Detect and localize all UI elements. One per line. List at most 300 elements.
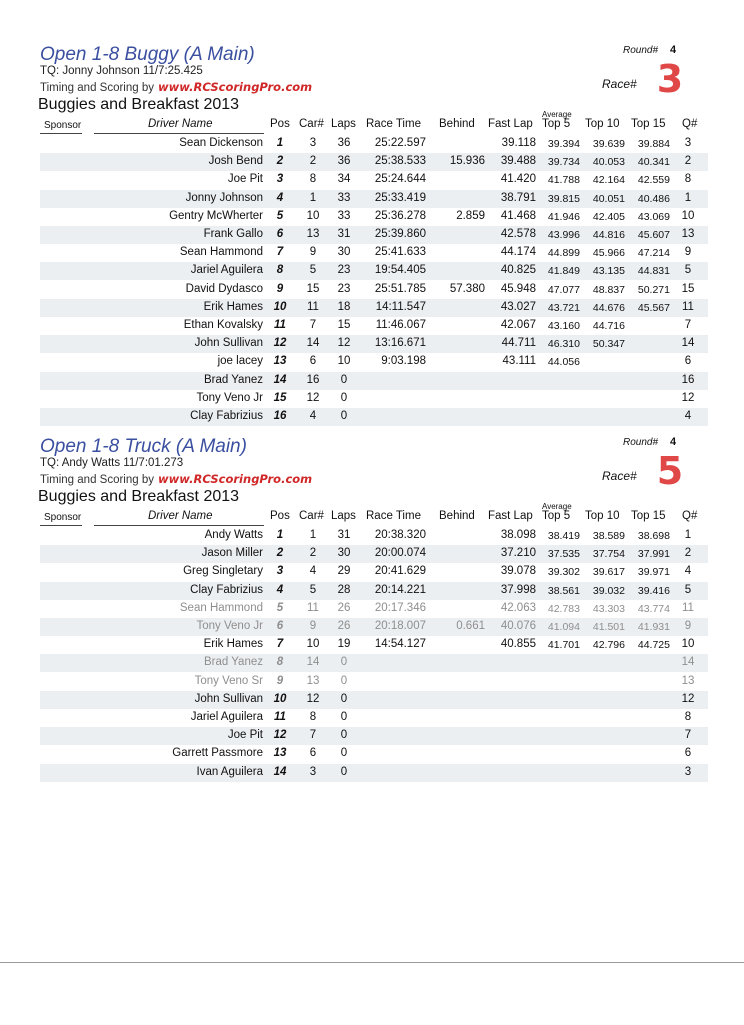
position: 14: [273, 373, 287, 386]
laps: 29: [337, 565, 351, 578]
qualify-position: 14: [681, 337, 695, 350]
top15: 50.271: [637, 283, 670, 296]
driver-name: Erik Hames: [203, 300, 263, 313]
top15: 41.931: [637, 621, 670, 633]
result-row: [40, 600, 708, 618]
car-number: 7: [309, 729, 317, 742]
position: 3: [276, 565, 284, 578]
top10: 44.716: [592, 320, 625, 332]
laps: 30: [337, 547, 351, 560]
car-number: 14: [306, 656, 320, 669]
col-sponsor: Sponsor: [44, 512, 82, 523]
qualify-position: 3: [684, 765, 692, 778]
top10: 41.501: [592, 621, 625, 633]
position: 12: [273, 337, 287, 350]
behind: 2.859: [456, 209, 485, 222]
car-number: 10: [306, 209, 320, 222]
race-time: 20:14.221: [374, 583, 426, 596]
qualify-position: 8: [684, 173, 692, 186]
position: 8: [276, 264, 284, 277]
car-number: 13: [306, 228, 320, 240]
race-time: 14:54.127: [374, 638, 426, 651]
top15: 40.486: [637, 192, 670, 205]
result-row: [40, 153, 708, 171]
laps: 0: [340, 373, 348, 386]
fast-lap: 43.027: [500, 300, 536, 313]
driver-name: Garrett Passmore: [172, 747, 263, 760]
laps: 15: [337, 319, 351, 331]
qualify-position: 1: [684, 191, 692, 204]
driver-name: David Dydasco: [185, 282, 263, 295]
fast-lap: 42.063: [500, 601, 536, 614]
fast-lap: 41.420: [500, 173, 536, 186]
col-driver-name: Driver Name: [148, 118, 213, 130]
race-time: 25:41.633: [374, 246, 426, 259]
col-average-label: Average: [542, 502, 572, 511]
round-number: 4: [670, 44, 677, 56]
laps: 0: [340, 711, 348, 723]
qualify-position: 10: [681, 638, 695, 651]
average-top5: 39.302: [547, 566, 580, 579]
car-number: 1: [309, 191, 317, 204]
car-number: 14: [306, 337, 320, 350]
result-row: [40, 171, 708, 189]
timing-label: Timing and Scoring by: [40, 474, 154, 486]
laps: 19: [337, 638, 351, 651]
driver-name: Sean Dickenson: [179, 137, 263, 149]
top15: 39.971: [637, 566, 670, 579]
header-rule: [40, 525, 82, 526]
qualify-position: 2: [684, 547, 692, 560]
round-number: 4: [670, 436, 677, 448]
top10: 43.135: [592, 265, 625, 278]
timing-line: [40, 472, 312, 486]
driver-name: Tony Veno Jr: [196, 620, 263, 632]
scoring-brand-logo: www.RCScoringPro.com: [158, 80, 313, 94]
race-time: 20:18.007: [374, 620, 426, 632]
laps: 0: [340, 747, 348, 760]
position: 2: [276, 547, 284, 560]
fast-lap: 43.111: [502, 355, 536, 368]
race-label: Race#: [602, 77, 637, 91]
col-top10: Top 10: [585, 118, 620, 130]
average-top5: 39.394: [547, 138, 580, 150]
behind: 57.380: [449, 282, 485, 295]
position: 9: [276, 282, 284, 295]
position: 4: [276, 583, 284, 596]
qualify-position: 9: [684, 620, 692, 632]
col-laps: Laps: [331, 118, 356, 130]
driver-name: Sean Hammond: [179, 601, 263, 614]
driver-name: Joe Pit: [227, 173, 263, 186]
top15: 39.884: [637, 138, 670, 150]
car-number: 5: [309, 583, 317, 596]
result-row: [40, 745, 708, 763]
result-row: [40, 709, 708, 727]
average-top5: 47.077: [547, 283, 580, 296]
event-name: Buggies and Breakfast 2013: [38, 96, 240, 113]
page-bottom-edge: [0, 962, 744, 1025]
car-number: 3: [309, 137, 317, 149]
qualify-position: 5: [684, 264, 692, 277]
car-number: 12: [306, 391, 320, 404]
qualify-position: 16: [681, 373, 695, 386]
laps: 23: [337, 282, 351, 295]
qualify-position: 11: [682, 601, 694, 614]
race-time: 25:36.278: [374, 209, 426, 222]
laps: 0: [340, 729, 348, 742]
fast-lap: 39.118: [501, 137, 536, 149]
laps: 10: [337, 355, 351, 368]
qualify-position: 2: [684, 155, 692, 168]
race-time: 14:11.547: [375, 300, 426, 313]
header-rule: [94, 525, 264, 526]
qualify-position: 3: [684, 137, 692, 149]
result-row: [40, 281, 708, 299]
top10: 39.032: [592, 584, 625, 597]
top15: 40.341: [637, 156, 670, 169]
col-average-label: Average: [542, 110, 572, 119]
round-label: Round#: [623, 437, 659, 448]
race-label: Race#: [602, 469, 637, 483]
car-number: 11: [307, 601, 319, 614]
col-race-time: Race Time: [366, 118, 421, 130]
car-number: 11: [307, 300, 319, 313]
average-top5: 42.783: [547, 602, 580, 615]
top10: 45.966: [592, 247, 625, 260]
top15: 38.698: [637, 530, 670, 542]
round-label: Round#: [623, 45, 659, 56]
top15: 42.559: [637, 174, 670, 187]
qualify-position: 14: [681, 656, 695, 669]
col-pos: Pos: [270, 118, 290, 130]
race-time: 13:16.671: [374, 337, 426, 350]
col-top10: Top 10: [585, 510, 620, 522]
car-number: 13: [306, 674, 320, 687]
qualify-position: 4: [684, 410, 692, 422]
fast-lap: 37.210: [500, 547, 536, 560]
qualify-position: 8: [684, 711, 692, 723]
laps: 33: [337, 191, 351, 204]
col-top5: Top 5: [542, 118, 571, 130]
col-car: Car#: [299, 118, 324, 130]
position: 11: [274, 319, 286, 331]
driver-name: Brad Yanez: [203, 656, 263, 669]
fast-lap: 39.488: [500, 155, 536, 168]
driver-name: Gentry McWherter: [169, 209, 263, 222]
position: 6: [276, 620, 284, 632]
car-number: 4: [309, 410, 317, 422]
result-row: [40, 408, 708, 426]
car-number: 12: [306, 692, 320, 705]
driver-name: Ivan Aguilera: [196, 765, 263, 778]
position: 1: [276, 137, 284, 149]
result-row: [40, 545, 708, 563]
result-row: [40, 636, 708, 654]
top15: 45.567: [637, 301, 670, 314]
behind: 0.661: [456, 620, 485, 632]
driver-name: Greg Singletary: [183, 565, 263, 578]
result-row: [40, 618, 708, 636]
average-top5: 43.160: [547, 320, 580, 332]
average-top5: 41.701: [547, 639, 580, 652]
qualify-position: 12: [681, 692, 695, 705]
top15: 44.725: [637, 639, 670, 652]
driver-name: Ethan Kovalsky: [183, 319, 263, 331]
race-time: 25:39.860: [374, 228, 426, 240]
top10: 44.816: [592, 229, 625, 241]
col-behind: Behind: [439, 118, 475, 130]
laps: 36: [337, 137, 351, 149]
qualify-position: 13: [681, 228, 695, 240]
col-pos: Pos: [270, 510, 290, 522]
car-number: 4: [309, 565, 317, 578]
position: 14: [273, 765, 287, 778]
top10: 48.837: [592, 283, 625, 296]
qualify-position: 12: [681, 391, 695, 404]
driver-name: Clay Fabrizius: [190, 583, 263, 596]
fast-lap: 44.711: [501, 337, 536, 350]
fast-lap: 40.825: [500, 264, 536, 277]
top10: 42.164: [592, 174, 625, 187]
race-time: 9:03.198: [381, 355, 426, 368]
top10: 44.676: [592, 301, 625, 314]
fast-lap: 40.076: [500, 620, 536, 632]
top10: 50.347: [592, 338, 625, 351]
car-number: 6: [309, 747, 317, 760]
race-time: 20:17.346: [374, 601, 426, 614]
fast-lap: 39.078: [500, 565, 536, 578]
top15: 37.991: [637, 548, 670, 561]
tq-line: TQ: Jonny Johnson 11/7:25.425: [40, 65, 203, 77]
position: 4: [276, 191, 284, 204]
col-car: Car#: [299, 510, 324, 522]
car-number: 1: [309, 529, 317, 541]
top10: 42.405: [592, 210, 625, 223]
result-row: [40, 190, 708, 208]
result-row: [40, 673, 708, 691]
position: 8: [276, 656, 284, 669]
driver-name: John Sullivan: [194, 337, 263, 350]
driver-name: Frank Gallo: [203, 228, 263, 240]
fast-lap: 38.098: [500, 529, 536, 541]
laps: 33: [337, 209, 351, 222]
col-driver-name: Driver Name: [148, 510, 213, 522]
car-number: 15: [306, 282, 320, 295]
driver-name: Brad Yanez: [203, 373, 263, 386]
event-name: Buggies and Breakfast 2013: [38, 488, 240, 505]
laps: 26: [337, 601, 351, 614]
race-time: 25:33.419: [374, 191, 426, 204]
laps: 0: [340, 656, 348, 669]
fast-lap: 38.791: [500, 191, 536, 204]
race-title: Open 1-8 Truck (A Main): [40, 436, 247, 457]
qualify-position: 5: [684, 583, 692, 596]
average-top5: 41.094: [547, 621, 580, 633]
laps: 23: [337, 264, 351, 277]
laps: 18: [337, 300, 351, 313]
car-number: 2: [309, 155, 317, 168]
col-top15: Top 15: [631, 510, 666, 522]
race-time: 25:51.785: [374, 282, 426, 295]
col-top5: Top 5: [542, 510, 571, 522]
header-rule: [40, 133, 82, 134]
average-top5: 41.788: [547, 174, 580, 187]
car-number: 6: [309, 355, 317, 368]
top15: 39.416: [637, 584, 670, 597]
race-title: Open 1-8 Buggy (A Main): [40, 44, 255, 65]
result-row: [40, 390, 708, 408]
top10: 39.617: [592, 566, 625, 579]
top15: 43.774: [637, 602, 670, 615]
average-top5: 37.535: [547, 548, 580, 561]
laps: 0: [340, 674, 348, 687]
col-laps: Laps: [331, 510, 356, 522]
result-row: [40, 299, 708, 317]
average-top5: 38.561: [547, 584, 580, 597]
result-row: [40, 353, 708, 371]
race-time: 25:22.597: [374, 137, 426, 149]
average-top5: 44.056: [547, 356, 580, 369]
average-top5: 39.734: [547, 156, 580, 169]
qualify-position: 4: [684, 565, 692, 578]
car-number: 5: [309, 264, 317, 277]
race-time: 20:00.074: [374, 547, 426, 560]
driver-name: Erik Hames: [203, 638, 263, 651]
laps: 0: [340, 391, 348, 404]
driver-name: Joe Pit: [227, 729, 263, 742]
result-row: [40, 135, 708, 153]
qualify-position: 9: [684, 246, 692, 259]
driver-name: Josh Bend: [208, 155, 263, 168]
result-row: [40, 372, 708, 390]
car-number: 9: [309, 246, 317, 259]
laps: 31: [337, 529, 351, 541]
race-time: 19:54.405: [374, 264, 426, 277]
fast-lap: 42.067: [500, 319, 536, 331]
car-number: 7: [309, 319, 317, 331]
laps: 0: [340, 410, 348, 422]
position: 13: [273, 747, 287, 760]
qualify-position: 7: [684, 319, 692, 331]
average-top5: 41.946: [547, 210, 580, 223]
race-time: 25:38.533: [374, 155, 426, 168]
qualify-position: 11: [682, 300, 694, 313]
col-sponsor: Sponsor: [44, 120, 82, 131]
result-row: [40, 208, 708, 226]
driver-name: Jariel Aguilera: [190, 264, 263, 277]
position: 9: [276, 674, 284, 687]
position: 3: [276, 173, 284, 186]
col-fast-lap: Fast Lap: [488, 510, 533, 522]
result-row: [40, 691, 708, 709]
result-row: [40, 244, 708, 262]
average-top5: 43.721: [547, 301, 580, 314]
driver-name: Jonny Johnson: [185, 191, 263, 204]
position: 7: [276, 246, 284, 259]
laps: 0: [340, 692, 348, 705]
position: 10: [273, 300, 287, 313]
top10: 37.754: [592, 548, 625, 561]
race-number: 5: [656, 449, 684, 493]
top15: 45.607: [637, 229, 670, 241]
car-number: 3: [309, 765, 317, 778]
top15: 44.831: [637, 265, 670, 278]
result-row: [40, 262, 708, 280]
col-q: Q#: [682, 510, 698, 522]
race-time: 20:38.320: [374, 529, 426, 541]
qualify-position: 1: [684, 529, 692, 541]
result-row: [40, 582, 708, 600]
tq-line: TQ: Andy Watts 11/7:01.273: [40, 457, 184, 469]
position: 6: [276, 228, 284, 240]
position: 7: [276, 638, 284, 651]
qualify-position: 13: [681, 674, 695, 687]
result-row: [40, 226, 708, 244]
position: 2: [276, 155, 284, 168]
position: 1: [276, 529, 284, 541]
car-number: 2: [309, 547, 317, 560]
top10: 43.303: [592, 602, 625, 615]
position: 5: [276, 601, 284, 614]
col-race-time: Race Time: [366, 510, 421, 522]
fast-lap: 40.855: [500, 638, 536, 651]
position: 5: [276, 209, 284, 222]
top15: 43.069: [637, 210, 670, 223]
fast-lap: 45.948: [500, 282, 536, 295]
result-row: [40, 317, 708, 335]
result-row: [40, 335, 708, 353]
top10: 40.051: [592, 192, 625, 205]
qualify-position: 15: [681, 282, 695, 295]
col-fast-lap: Fast Lap: [488, 118, 533, 130]
driver-name: John Sullivan: [194, 692, 263, 705]
top10: 42.796: [592, 639, 625, 652]
scoring-brand-logo: www.RCScoringPro.com: [158, 472, 313, 486]
position: 16: [273, 410, 287, 422]
behind: 15.936: [449, 155, 485, 168]
header-rule: [94, 133, 264, 134]
average-top5: 38.419: [547, 530, 580, 542]
result-row: [40, 563, 708, 581]
laps: 12: [337, 337, 351, 350]
driver-name: Tony Veno Sr: [194, 674, 263, 687]
driver-name: Sean Hammond: [179, 246, 263, 259]
position: 11: [274, 711, 286, 723]
average-top5: 46.310: [547, 338, 580, 351]
result-row: [40, 527, 708, 545]
average-top5: 43.996: [547, 229, 580, 241]
fast-lap: 44.174: [500, 246, 536, 259]
col-top15: Top 15: [631, 118, 666, 130]
qualify-position: 6: [684, 747, 692, 760]
fast-lap: 37.998: [500, 583, 536, 596]
driver-name: Clay Fabrizius: [190, 410, 263, 422]
position: 13: [273, 355, 287, 368]
qualify-position: 10: [681, 209, 695, 222]
top15: 47.214: [637, 247, 670, 260]
result-row: [40, 764, 708, 782]
top10: 38.589: [592, 530, 625, 542]
race-number: 3: [656, 57, 684, 101]
result-row: [40, 654, 708, 672]
laps: 0: [340, 765, 348, 778]
position: 10: [273, 692, 287, 705]
qualify-position: 7: [684, 729, 692, 742]
timing-line: [40, 80, 312, 94]
car-number: 9: [309, 620, 317, 632]
average-top5: 41.849: [547, 265, 580, 278]
